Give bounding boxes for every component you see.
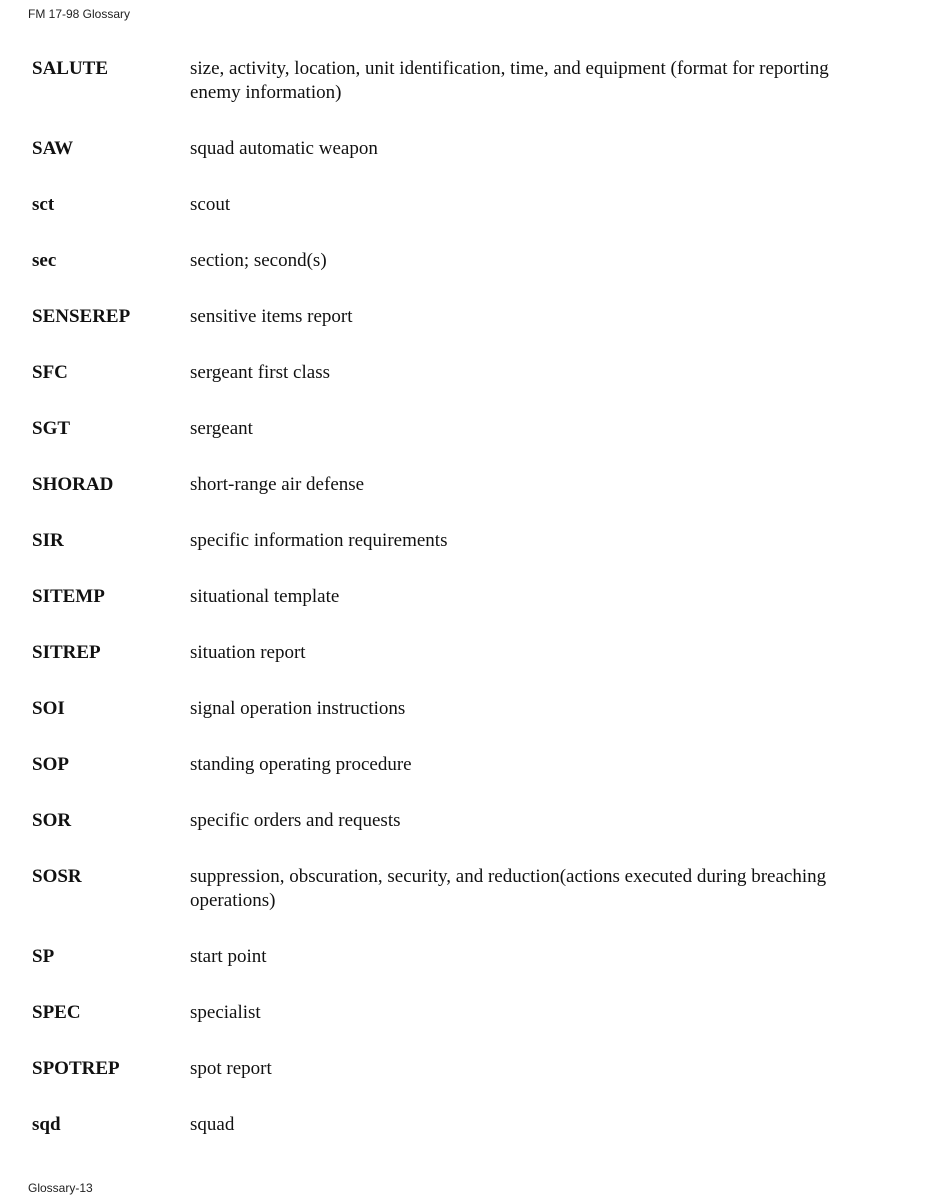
glossary-entry-sir	[32, 529, 892, 553]
glossary-definition: scout	[190, 194, 231, 215]
glossary-entry-sec	[32, 249, 892, 273]
glossary-term: SOI	[32, 698, 65, 719]
glossary-term: SITEMP	[32, 586, 105, 607]
glossary-term: SIR	[32, 530, 64, 551]
glossary-entry-sqd	[32, 1113, 892, 1137]
glossary-term: SPEC	[32, 1002, 81, 1023]
glossary-term: SP	[32, 946, 55, 967]
glossary-entry-sosr	[32, 865, 892, 913]
glossary-term: SAW	[32, 138, 74, 159]
glossary-entry-spotrep	[32, 1057, 892, 1081]
glossary-term: SOP	[32, 754, 69, 775]
glossary-definition: sensitive items report	[190, 306, 353, 327]
glossary-definition: spot report	[190, 1058, 272, 1079]
glossary-definition: sergeant	[190, 418, 253, 439]
glossary-entry-soi	[32, 697, 892, 721]
glossary-term: sqd	[32, 1114, 61, 1135]
glossary-definition: specialist	[190, 1002, 261, 1023]
glossary-entry-saw	[32, 137, 892, 161]
glossary-term: SENSEREP	[32, 306, 131, 327]
glossary-entry-sop	[32, 753, 892, 777]
glossary-entry-shorad	[32, 473, 892, 497]
glossary-definition: situational template	[190, 586, 340, 607]
glossary-term: sec	[32, 250, 57, 271]
glossary-entry-sfc	[32, 361, 892, 385]
glossary-term: sct	[32, 194, 55, 215]
glossary-term: SFC	[32, 362, 68, 383]
glossary-term: SGT	[32, 418, 71, 439]
glossary-definition: suppression, obscuration, security, and reduction(actions executed during breaching operations)	[190, 866, 827, 911]
glossary-entry-sitemp	[32, 585, 892, 609]
glossary-definition: standing operating procedure	[190, 754, 412, 775]
glossary-term: SOR	[32, 810, 72, 831]
glossary-definition: sergeant first class	[190, 362, 330, 383]
glossary-entry-sgt	[32, 417, 892, 441]
glossary-entry-sct	[32, 193, 892, 217]
glossary-term: SITREP	[32, 642, 101, 663]
glossary-entry-sitrep	[32, 641, 892, 665]
running-header: FM 17-98 Glossary	[28, 7, 131, 21]
glossary-entry-spec	[32, 1001, 892, 1025]
glossary-term: SHORAD	[32, 474, 114, 495]
glossary-definition: size, activity, location, unit identification, time, and equipment (format for reporting enemy information)	[190, 58, 829, 103]
glossary-term: SALUTE	[32, 58, 109, 79]
glossary-entry-sor	[32, 809, 892, 833]
glossary-definition: situation report	[190, 642, 306, 663]
glossary-definition: specific information requirements	[190, 530, 448, 551]
glossary-entry-sp	[32, 945, 892, 969]
glossary-term: SOSR	[32, 866, 82, 887]
glossary-definition: short-range air defense	[190, 474, 365, 495]
glossary-definition: squad	[190, 1114, 235, 1135]
glossary-entry-salute	[32, 57, 892, 105]
glossary-definition: section; second(s)	[190, 250, 327, 271]
glossary-definition: squad automatic weapon	[190, 138, 378, 159]
glossary-term: SPOTREP	[32, 1058, 120, 1079]
glossary-definition: specific orders and requests	[190, 810, 401, 831]
page-number: Glossary-13	[28, 1181, 93, 1195]
glossary-definition: signal operation instructions	[190, 698, 406, 719]
glossary-definition: start point	[190, 946, 267, 967]
glossary-entry-senserep	[32, 305, 892, 329]
glossary-list	[32, 57, 892, 1169]
